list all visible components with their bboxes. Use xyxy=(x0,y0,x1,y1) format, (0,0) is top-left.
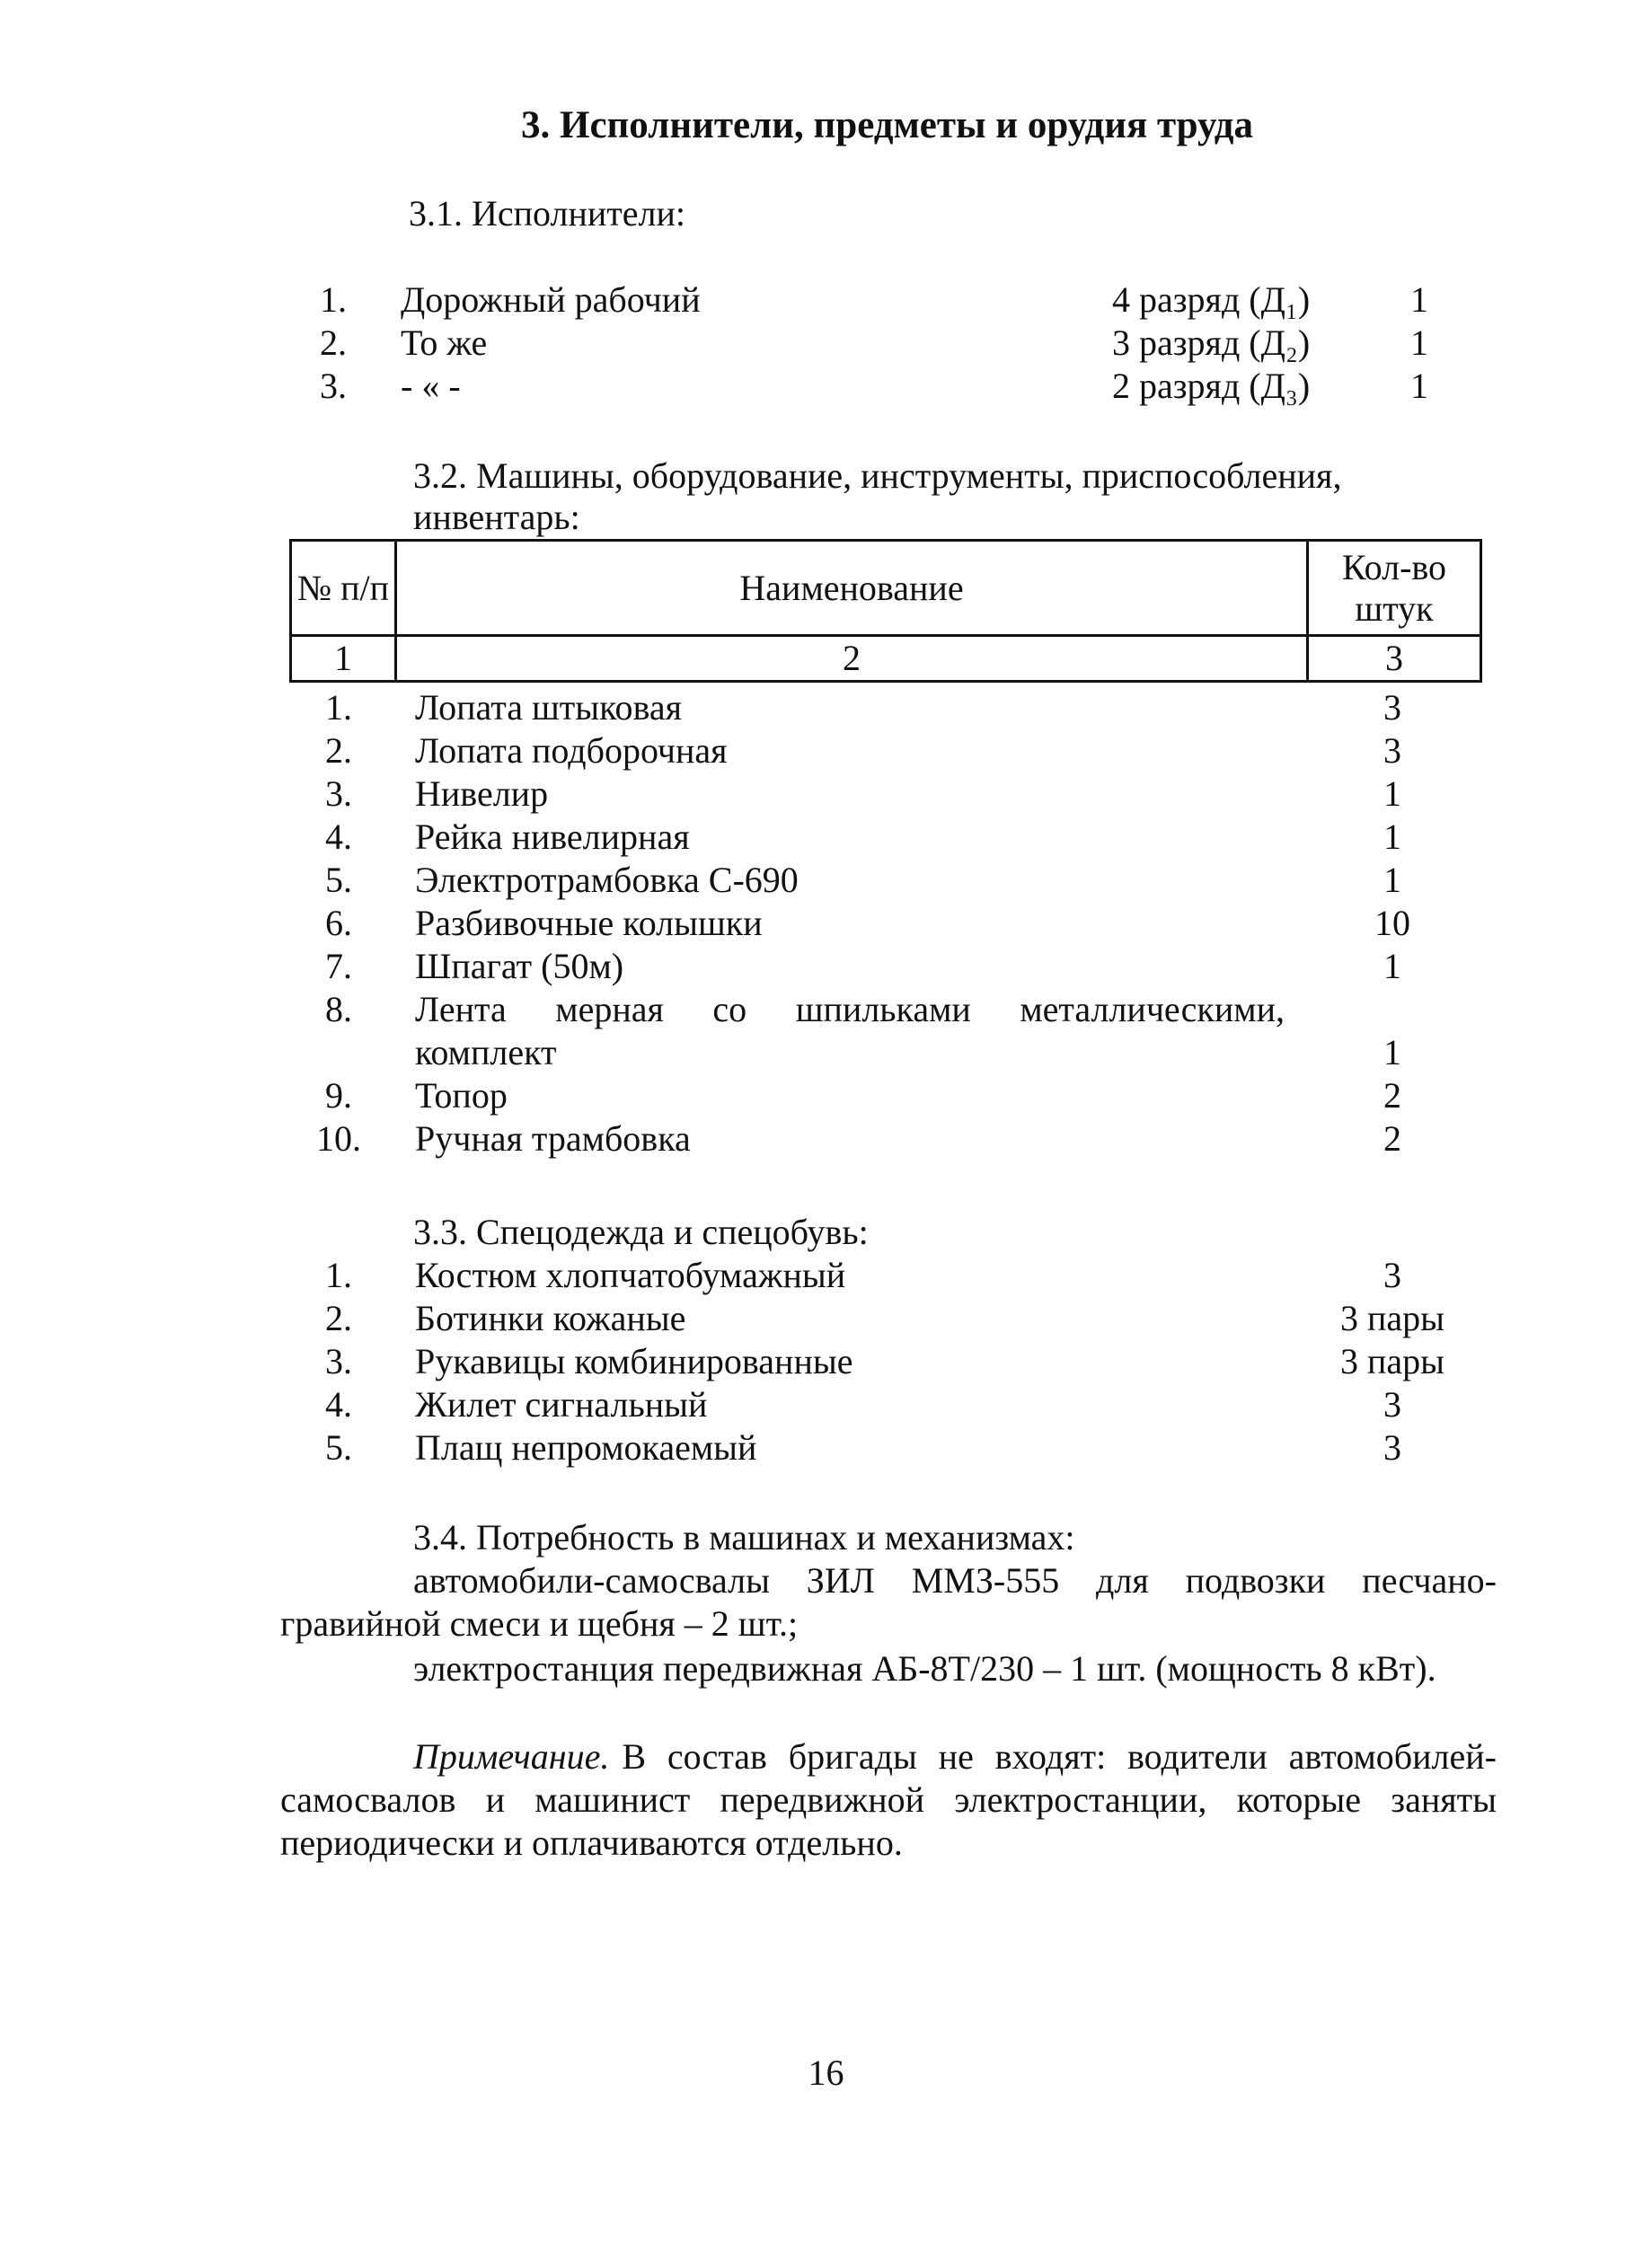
item-name: Плащ непромокаемый xyxy=(415,1427,757,1468)
row-number: 3. xyxy=(325,773,352,814)
row-number: 8. xyxy=(325,989,352,1029)
header-name: Наименование xyxy=(396,541,1308,636)
row-number: 2. xyxy=(320,322,347,363)
equipment-title: 3.2. Машины, оборудование, инструменты, приспособления, xyxy=(413,455,1342,496)
list-item xyxy=(0,686,1652,729)
list-item xyxy=(0,1117,1652,1160)
item-name: Лопата подборочная xyxy=(415,730,728,771)
section-heading: 3. Исполнители, предметы и орудия труда xyxy=(521,104,1254,146)
row-number: 3. xyxy=(325,1341,352,1381)
list-item xyxy=(0,988,1652,1031)
item-qty: 10 xyxy=(1374,903,1410,943)
item-qty: 1 xyxy=(1383,1032,1401,1072)
performer-row xyxy=(0,322,1652,365)
machinery-item-trucks: автомобили-самосвалы ЗИЛ ММЗ-555 для подвозки песчано- xyxy=(413,1560,1497,1601)
item-qty: 3 пары xyxy=(1339,1298,1445,1338)
machinery-item-trucks-cont: гравийной смеси и щебня – 2 шт.; xyxy=(280,1603,799,1644)
item-name: Шпагат (50м) xyxy=(415,946,624,986)
row-number: 2. xyxy=(325,730,352,771)
list-item xyxy=(0,1254,1652,1297)
row-number: 6. xyxy=(325,903,352,943)
list-item xyxy=(0,1297,1652,1340)
item-qty: 2 xyxy=(1383,1075,1401,1116)
list-item xyxy=(0,816,1652,859)
item-qty: 3 пары xyxy=(1339,1341,1445,1381)
note-label: Примечание. xyxy=(413,1736,610,1777)
performers-title: 3.1. Исполнители: xyxy=(409,193,686,234)
item-name: Электротрамбовка С-690 xyxy=(415,860,799,900)
performer-grade: 3 разряд (Д₂) xyxy=(1112,322,1311,363)
item-name: Рукавицы комбинированные xyxy=(415,1341,853,1381)
item-name: Разбивочные колышки xyxy=(415,903,763,943)
list-item xyxy=(0,859,1652,902)
header-index-1: 1 xyxy=(291,636,396,682)
machinery-title: 3.4. Потребность в машинах и механизмах: xyxy=(413,1517,1075,1558)
list-item xyxy=(0,945,1652,988)
row-number: 4. xyxy=(325,816,352,857)
item-qty: 1 xyxy=(1383,946,1401,986)
item-name: Жилет сигнальный xyxy=(415,1384,708,1425)
equipment-table-header xyxy=(289,539,1482,683)
row-number: 3. xyxy=(320,366,347,406)
item-name: Лопата штыковая xyxy=(415,687,683,728)
item-qty: 1 xyxy=(1383,773,1401,814)
performer-qty: 1 xyxy=(1410,366,1428,406)
item-name: Нивелир xyxy=(415,773,549,814)
row-number: 1. xyxy=(320,279,347,320)
equipment-title-cont: инвентарь: xyxy=(413,497,580,537)
list-item xyxy=(0,1340,1652,1383)
item-name: Лента мерная со шпильками металлическими, xyxy=(415,989,1285,1029)
header-number: № п/п xyxy=(291,541,396,636)
note-line-1 xyxy=(413,1735,1497,1778)
item-qty: 3 xyxy=(1383,1427,1401,1468)
row-number: 1. xyxy=(325,687,352,728)
item-qty: 1 xyxy=(1383,816,1401,857)
list-item xyxy=(0,772,1652,816)
list-item xyxy=(0,1426,1652,1469)
performer-name: То же xyxy=(401,322,488,363)
item-qty: 3 xyxy=(1383,1255,1401,1295)
performer-row xyxy=(0,278,1652,322)
row-number: 5. xyxy=(325,860,352,900)
performer-qty: 1 xyxy=(1410,322,1428,363)
list-item-continuation xyxy=(0,1031,1652,1074)
performer-grade: 2 разряд (Д₃) xyxy=(1112,366,1311,406)
item-qty: 2 xyxy=(1383,1118,1401,1159)
note-text: В состав бригады не входят: водители автомобилей- xyxy=(622,1736,1497,1777)
performer-grade: 4 разряд (Д₁) xyxy=(1112,279,1311,320)
page-number: 16 xyxy=(808,2052,844,2093)
item-name: Ручная трамбовка xyxy=(415,1118,691,1159)
row-number: 7. xyxy=(325,946,352,986)
item-qty: 1 xyxy=(1383,860,1401,900)
item-name-cont: комплект xyxy=(415,1032,557,1072)
header-index-3: 3 xyxy=(1308,636,1481,682)
row-number: 9. xyxy=(325,1075,352,1116)
item-name: Топор xyxy=(415,1075,508,1116)
header-index-2: 2 xyxy=(396,636,1308,682)
performer-qty: 1 xyxy=(1410,279,1428,320)
list-item xyxy=(0,902,1652,945)
row-number: 1. xyxy=(325,1255,352,1295)
row-number: 4. xyxy=(325,1384,352,1425)
note-line-3: периодически и оплачиваются отдельно. xyxy=(280,1822,903,1863)
machinery-item-generator: электростанция передвижная АБ-8Т/230 – 1 шт. (мощность 8 кВт). xyxy=(413,1648,1436,1689)
item-qty: 3 xyxy=(1383,687,1401,728)
item-name: Костюм хлопчатобумажный xyxy=(415,1255,846,1295)
item-name: Рейка нивелирная xyxy=(415,816,690,857)
list-item xyxy=(0,729,1652,772)
performer-row xyxy=(0,365,1652,408)
row-number: 2. xyxy=(325,1298,352,1338)
workwear-title: 3.3. Спецодежда и спецобувь: xyxy=(413,1212,869,1252)
item-name: Ботинки кожаные xyxy=(415,1298,686,1338)
row-number: 5. xyxy=(325,1427,352,1468)
list-item xyxy=(0,1383,1652,1426)
list-item xyxy=(0,1074,1652,1117)
header-qty: Кол-во штук xyxy=(1308,541,1481,636)
performer-name: - « - xyxy=(401,366,461,406)
note-line-2: самосвалов и машинист передвижной электростанции, которые заняты xyxy=(280,1779,1497,1820)
row-number: 10. xyxy=(316,1118,361,1159)
performer-name: Дорожный рабочий xyxy=(401,279,701,320)
item-qty: 3 xyxy=(1383,1384,1401,1425)
item-qty: 3 xyxy=(1383,730,1401,771)
